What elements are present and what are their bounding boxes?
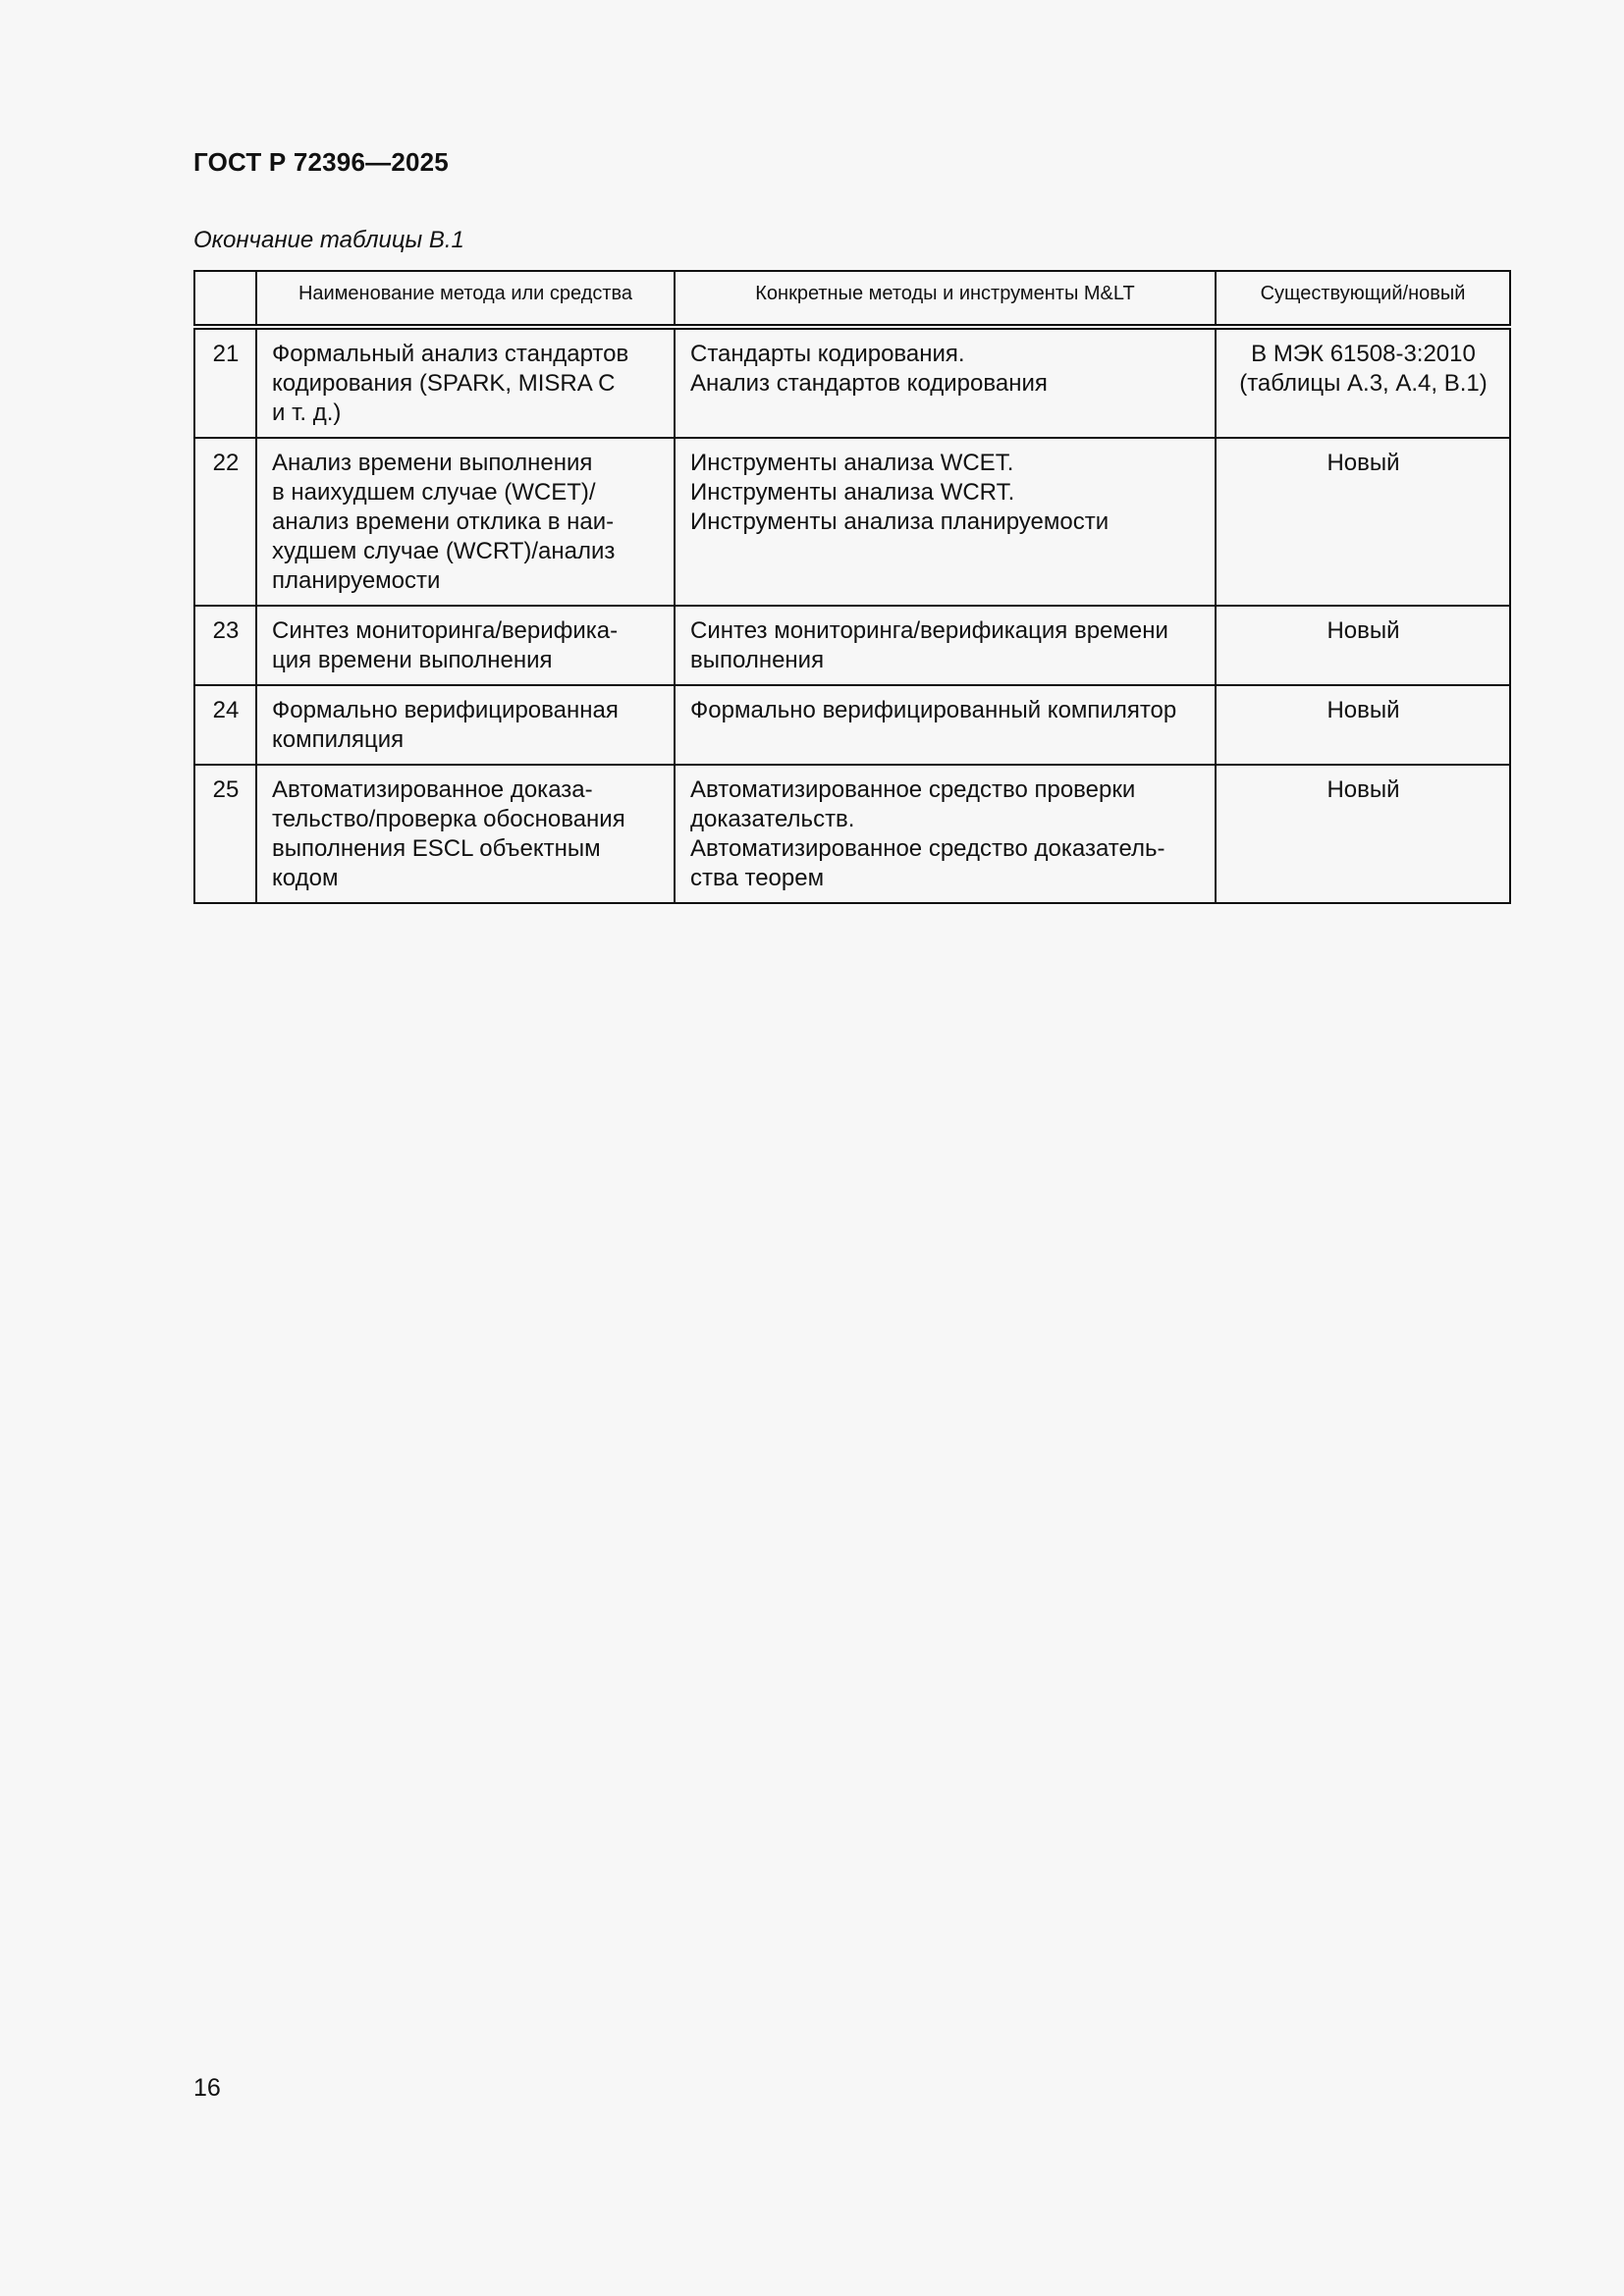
status-cell	[1216, 438, 1510, 606]
header-cell-status: Существующий/новый	[1216, 271, 1510, 327]
table-body	[194, 327, 1510, 903]
tools-line: Стандарты кодирования.	[690, 341, 965, 367]
table-caption: Окончание таблицы В.1	[193, 227, 464, 253]
header-cell-number	[194, 271, 256, 327]
tools-line: Анализ стандартов кодирования	[690, 370, 1048, 397]
method-name-line: компиляция	[272, 726, 405, 753]
row-number: 22	[194, 438, 256, 606]
method-name-cell	[256, 438, 675, 606]
status-cell	[1216, 765, 1510, 903]
status-line: В МЭК 61508-3:2010	[1251, 341, 1476, 367]
tools-line: выполнения	[690, 647, 825, 673]
method-name-line: Формально верифицированная	[272, 697, 619, 723]
method-name-line: анализ времени отклика в наи-	[272, 508, 615, 535]
method-name-line: тельство/проверка обоснования	[272, 806, 625, 832]
status-line: (таблицы А.3, А.4, В.1)	[1239, 370, 1488, 397]
method-name-cell	[256, 685, 675, 765]
method-name-line: Автоматизированное доказа-	[272, 776, 593, 803]
table-row	[194, 685, 1510, 765]
methods-table	[193, 270, 1511, 904]
method-name-line: худшем случае (WCRT)/анализ	[272, 538, 616, 564]
tools-cell	[675, 327, 1216, 438]
row-number: 21	[194, 327, 256, 438]
method-name-line: кодом	[272, 865, 339, 891]
status-line: Новый	[1326, 697, 1400, 723]
tools-line: Автоматизированное средство проверки	[690, 776, 1136, 803]
method-name-cell	[256, 765, 675, 903]
tools-cell	[675, 765, 1216, 903]
tools-line: доказательств.	[690, 806, 855, 832]
method-name-line: Анализ времени выполнения	[272, 450, 593, 476]
method-name-line: выполнения ESCL объектным	[272, 835, 601, 862]
method-name-cell	[256, 327, 675, 438]
table-row	[194, 765, 1510, 903]
tools-cell	[675, 438, 1216, 606]
table-row	[194, 327, 1510, 438]
status-cell	[1216, 327, 1510, 438]
tools-line: Инструменты анализа планируемости	[690, 508, 1110, 535]
tools-line: Формально верифицированный компилятор	[690, 697, 1177, 723]
method-name-cell	[256, 606, 675, 685]
tools-line: ства теорем	[690, 865, 825, 891]
row-number: 24	[194, 685, 256, 765]
row-number: 25	[194, 765, 256, 903]
tools-line: Инструменты анализа WCET.	[690, 450, 1014, 476]
tools-line: Синтез мониторинга/верификация времени	[690, 617, 1168, 644]
method-name-line: ция времени выполнения	[272, 647, 553, 673]
tools-line: Инструменты анализа WCRT.	[690, 479, 1015, 506]
status-cell	[1216, 606, 1510, 685]
status-line: Новый	[1326, 450, 1400, 476]
tools-line: Автоматизированное средство доказатель-	[690, 835, 1165, 862]
tools-cell	[675, 606, 1216, 685]
method-name-line: Формальный анализ стандартов	[272, 341, 629, 367]
method-name-line: планируемости	[272, 567, 441, 594]
table-header-row	[194, 271, 1510, 327]
status-line: Новый	[1326, 776, 1400, 803]
tools-cell	[675, 685, 1216, 765]
status-cell	[1216, 685, 1510, 765]
page-number: 16	[193, 2074, 221, 2102]
method-name-line: Синтез мониторинга/верифика-	[272, 617, 619, 644]
row-number: 23	[194, 606, 256, 685]
table-row	[194, 606, 1510, 685]
table-row	[194, 438, 1510, 606]
method-name-line: и т. д.)	[272, 400, 342, 426]
document-code: ГОСТ Р 72396—2025	[193, 147, 449, 177]
status-line: Новый	[1326, 617, 1400, 644]
header-cell-method-name: Наименование метода или средства	[256, 271, 675, 327]
header-cell-tools: Конкретные методы и инструменты M&LT	[675, 271, 1216, 327]
method-name-line: кодирования (SPARK, MISRA C	[272, 370, 616, 397]
method-name-line: в наихудшем случае (WCET)/	[272, 479, 596, 506]
